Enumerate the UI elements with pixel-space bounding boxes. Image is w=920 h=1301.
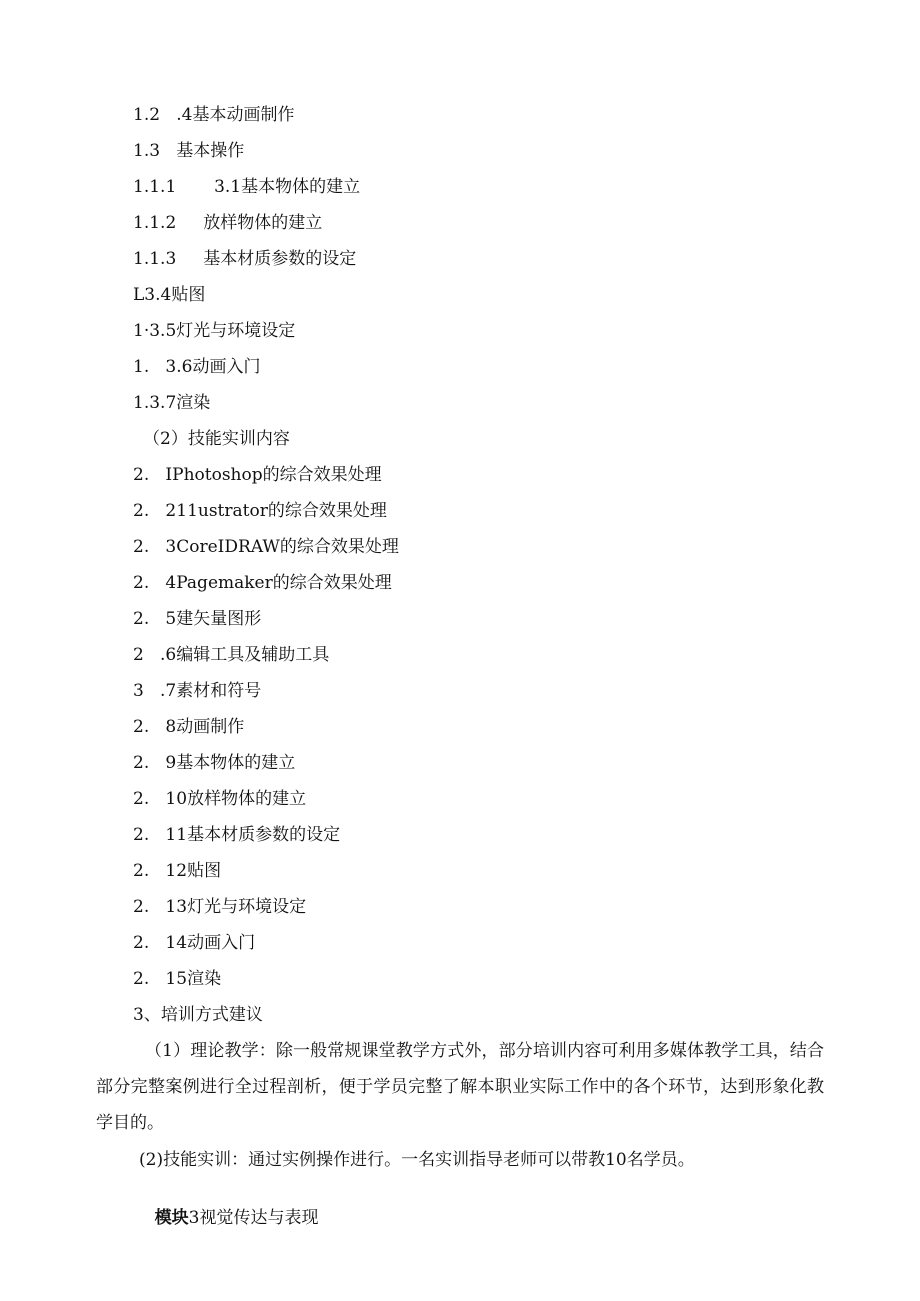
outline-item: 2. 13灯光与环境设定 (133, 897, 307, 917)
paragraph-practice: (2)技能实训：通过实例操作进行。一名实训指导老师可以带教10名学员。 (139, 1150, 695, 1170)
module-heading (133, 1185, 318, 1251)
outline-item: 2. 11基本材质参数的设定 (133, 825, 341, 845)
outline-item: 2. 4Pagemaker的综合效果处理 (133, 573, 392, 593)
outline-item: 1. 3.6动画入门 (133, 357, 261, 377)
outline-item: 1.2 .4基本动画制作 (133, 105, 295, 125)
outline-item: 1.1.3 基本材质参数的设定 (133, 249, 357, 269)
outline-item: 2. 15渲染 (133, 969, 222, 989)
outline-item: 2. 3CoreIDRAW的综合效果处理 (133, 537, 399, 557)
outline-item: 1.1.2 放样物体的建立 (133, 213, 323, 233)
module-heading-label: 模块 (154, 1208, 189, 1228)
outline-subheading: （2）技能实训内容 (143, 429, 290, 449)
outline-item: 2. 9基本物体的建立 (133, 753, 296, 773)
outline-item: 1.1.1 3.1基本物体的建立 (133, 177, 361, 197)
outline-item: 2. IPhotoshop的综合效果处理 (133, 465, 382, 485)
outline-item: 2 .6编辑工具及辅助工具 (133, 645, 330, 665)
outline-item: 2. 8动画制作 (133, 717, 245, 737)
module-heading-title: 3视觉传达与表现 (188, 1208, 319, 1228)
outline-item: 1.3 基本操作 (133, 141, 245, 161)
outline-item: 2. 211ustrator的综合效果处理 (133, 501, 387, 521)
outline-item: 1.3.7渲染 (133, 393, 211, 413)
outline-item: 2. 12贴图 (133, 861, 222, 881)
section-heading: 3、培训方式建议 (133, 1005, 263, 1025)
outline-item: 2. 5建矢量图形 (133, 609, 262, 629)
outline-item: 2. 14动画入门 (133, 933, 256, 953)
outline-item: 1·3.5灯光与环境设定 (133, 321, 296, 341)
outline-item: 2. 10放样物体的建立 (133, 789, 307, 809)
paragraph-theory: （1）理论教学：除一般常规课堂教学方式外，部分培训内容可利用多媒体教学工具，结合部分完整案例进行全过程剖析，便于学员完整了解本职业实际工作中的各个环节，达到形象化教学目的。 (96, 1041, 824, 1133)
outline-item: L3.4贴图 (133, 285, 206, 305)
outline-item: 3 .7素材和符号 (133, 681, 262, 701)
